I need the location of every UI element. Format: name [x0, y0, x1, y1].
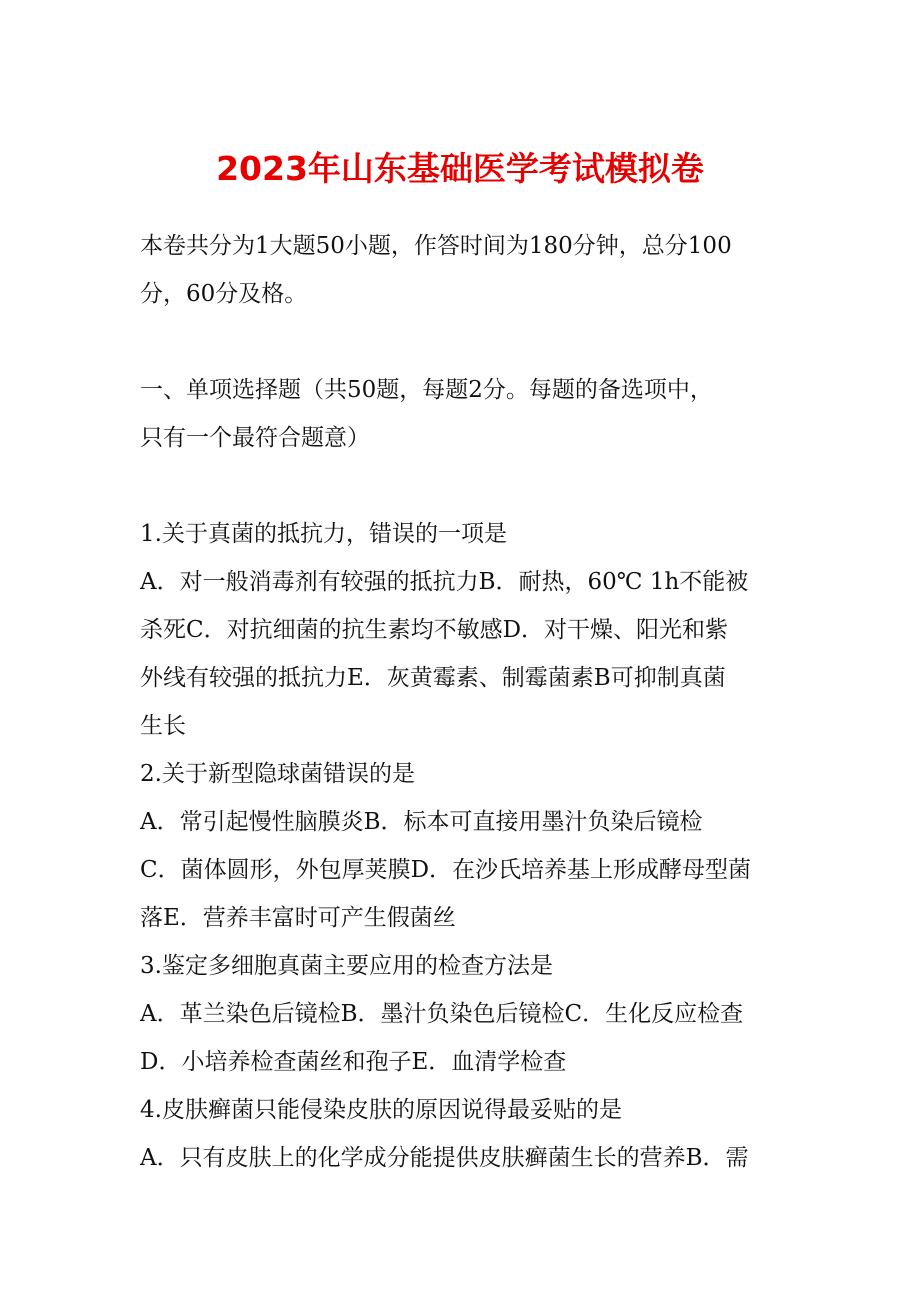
question-options: D．小培养检查菌丝和孢子E．血清学检查 — [140, 1049, 567, 1075]
question-options: A．常引起慢性脑膜炎B．标本可直接用墨汁负染后镜检 — [140, 809, 703, 835]
question-options: 落E．营养丰富时可产生假菌丝 — [140, 905, 456, 931]
section-line: 一、单项选择题（共50题，每题2分。每题的备选项中， — [140, 377, 713, 403]
intro-line: 本卷共分为1大题50小题，作答时间为180分钟，总分100 — [140, 233, 732, 259]
question-stem: 4.皮肤癣菌只能侵染皮肤的原因说得最妥贴的是 — [140, 1097, 622, 1123]
question-options: C．菌体圆形，外包厚荚膜D．在沙氏培养基上形成酵母型菌 — [140, 857, 752, 883]
question-options: 杀死C．对抗细菌的抗生素均不敏感D．对干燥、阳光和紫 — [140, 617, 729, 643]
section-line: 只有一个最符合题意） — [140, 425, 370, 451]
document-title: 2023年山东基础医学考试模拟卷 — [216, 149, 704, 188]
question-stem: 1.关于真菌的抵抗力，错误的一项是 — [140, 521, 507, 547]
section-heading — [140, 366, 785, 462]
question-list — [140, 510, 785, 1182]
question-options: 生长 — [140, 713, 186, 739]
question-options: A．革兰染色后镜检B．墨汁负染色后镜检C．生化反应检查 — [140, 1001, 744, 1027]
question-options: A．对一般消毒剂有较强的抵抗力B．耐热，60℃ 1h不能被 — [140, 569, 749, 595]
question-stem: 2.关于新型隐球菌错误的是 — [140, 761, 415, 787]
question-stem: 3.鉴定多细胞真菌主要应用的检查方法是 — [140, 953, 553, 979]
exam-intro — [140, 222, 785, 318]
question-options: 外线有较强的抵抗力E．灰黄霉素、制霉菌素B可抑制真菌 — [140, 665, 726, 691]
question-options: A．只有皮肤上的化学成分能提供皮肤癣菌生长的营养B．需 — [140, 1145, 749, 1171]
intro-line: 分，60分及格。 — [140, 281, 308, 307]
